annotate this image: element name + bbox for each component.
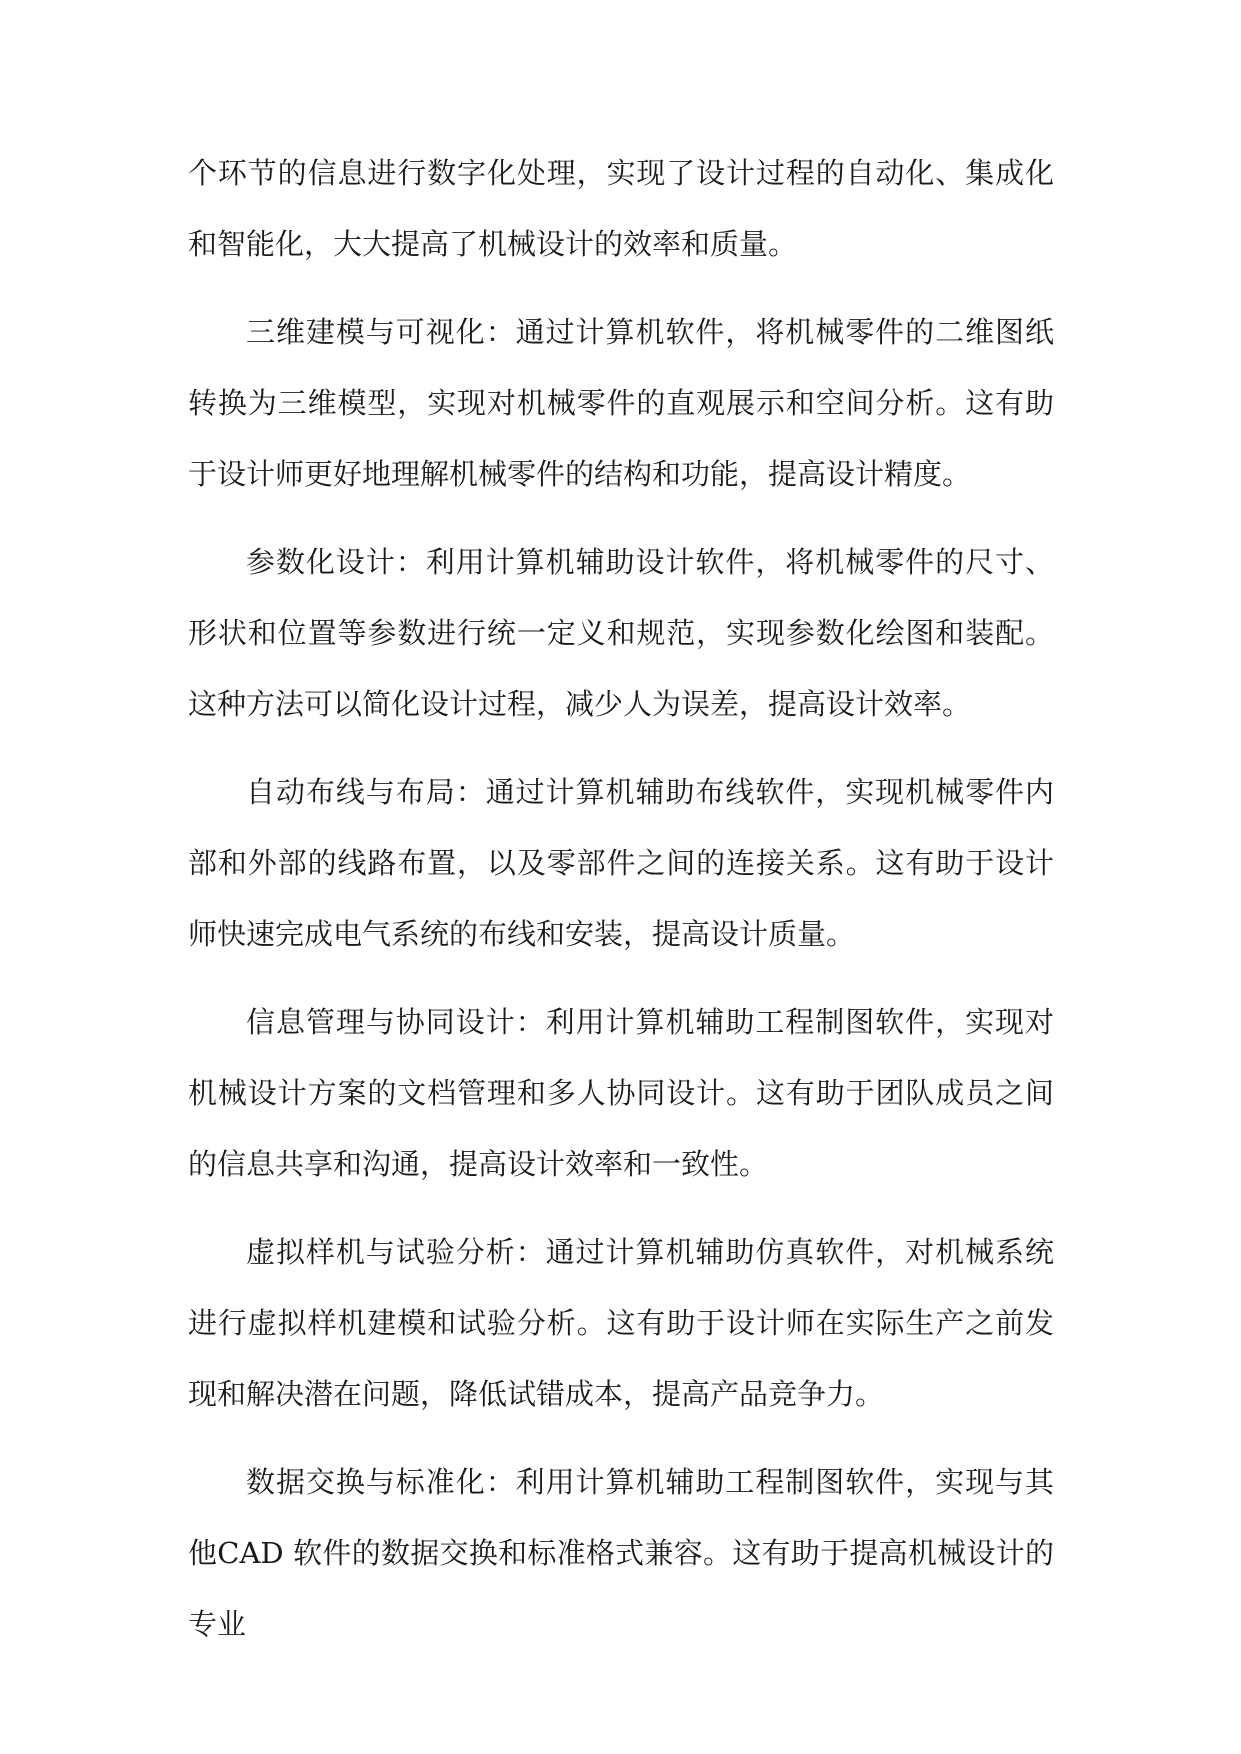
paragraph-parametric-design: 参数化设计：利用计算机辅助设计软件，将机械零件的尺寸、形状和位置等参数进行统一定义和规范，实现参数化绘图和装配。这种方法可以简化设计过程，减少人为误差，提高设计效率。 [188,545,1054,721]
document-body [188,138,1054,1677]
paragraph-data-exchange: 数据交换与标准化：利用计算机辅助工程制图软件，实现与其他CAD 软件的数据交换和标准格式兼容。这有助于提高机械设计的专业 [188,1465,1054,1641]
paragraph-continued-intro: 个环节的信息进行数字化处理，实现了设计过程的自动化、集成化和智能化，大大提高了机械设计的效率和质量。 [188,156,1054,261]
paragraph-virtual-prototype: 虚拟样机与试验分析：通过计算机辅助仿真软件，对机械系统进行虚拟样机建模和试验分析。这有助于设计师在实际生产之前发现和解决潜在问题，降低试错成本，提高产品竞争力。 [188,1235,1054,1411]
paragraph-3d-modeling: 三维建模与可视化：通过计算机软件，将机械零件的二维图纸转换为三维模型，实现对机械零件的直观展示和空间分析。这有助于设计师更好地理解机械零件的结构和功能，提高设计精度。 [188,315,1054,491]
paragraph-info-management: 信息管理与协同设计：利用计算机辅助工程制图软件，实现对机械设计方案的文档管理和多人协同设计。这有助于团队成员之间的信息共享和沟通，提高设计效率和一致性。 [188,1005,1054,1181]
paragraph-auto-routing: 自动布线与布局：通过计算机辅助布线软件，实现机械零件内部和外部的线路布置，以及零部件之间的连接关系。这有助于设计师快速完成电气系统的布线和安装，提高设计质量。 [188,775,1054,951]
